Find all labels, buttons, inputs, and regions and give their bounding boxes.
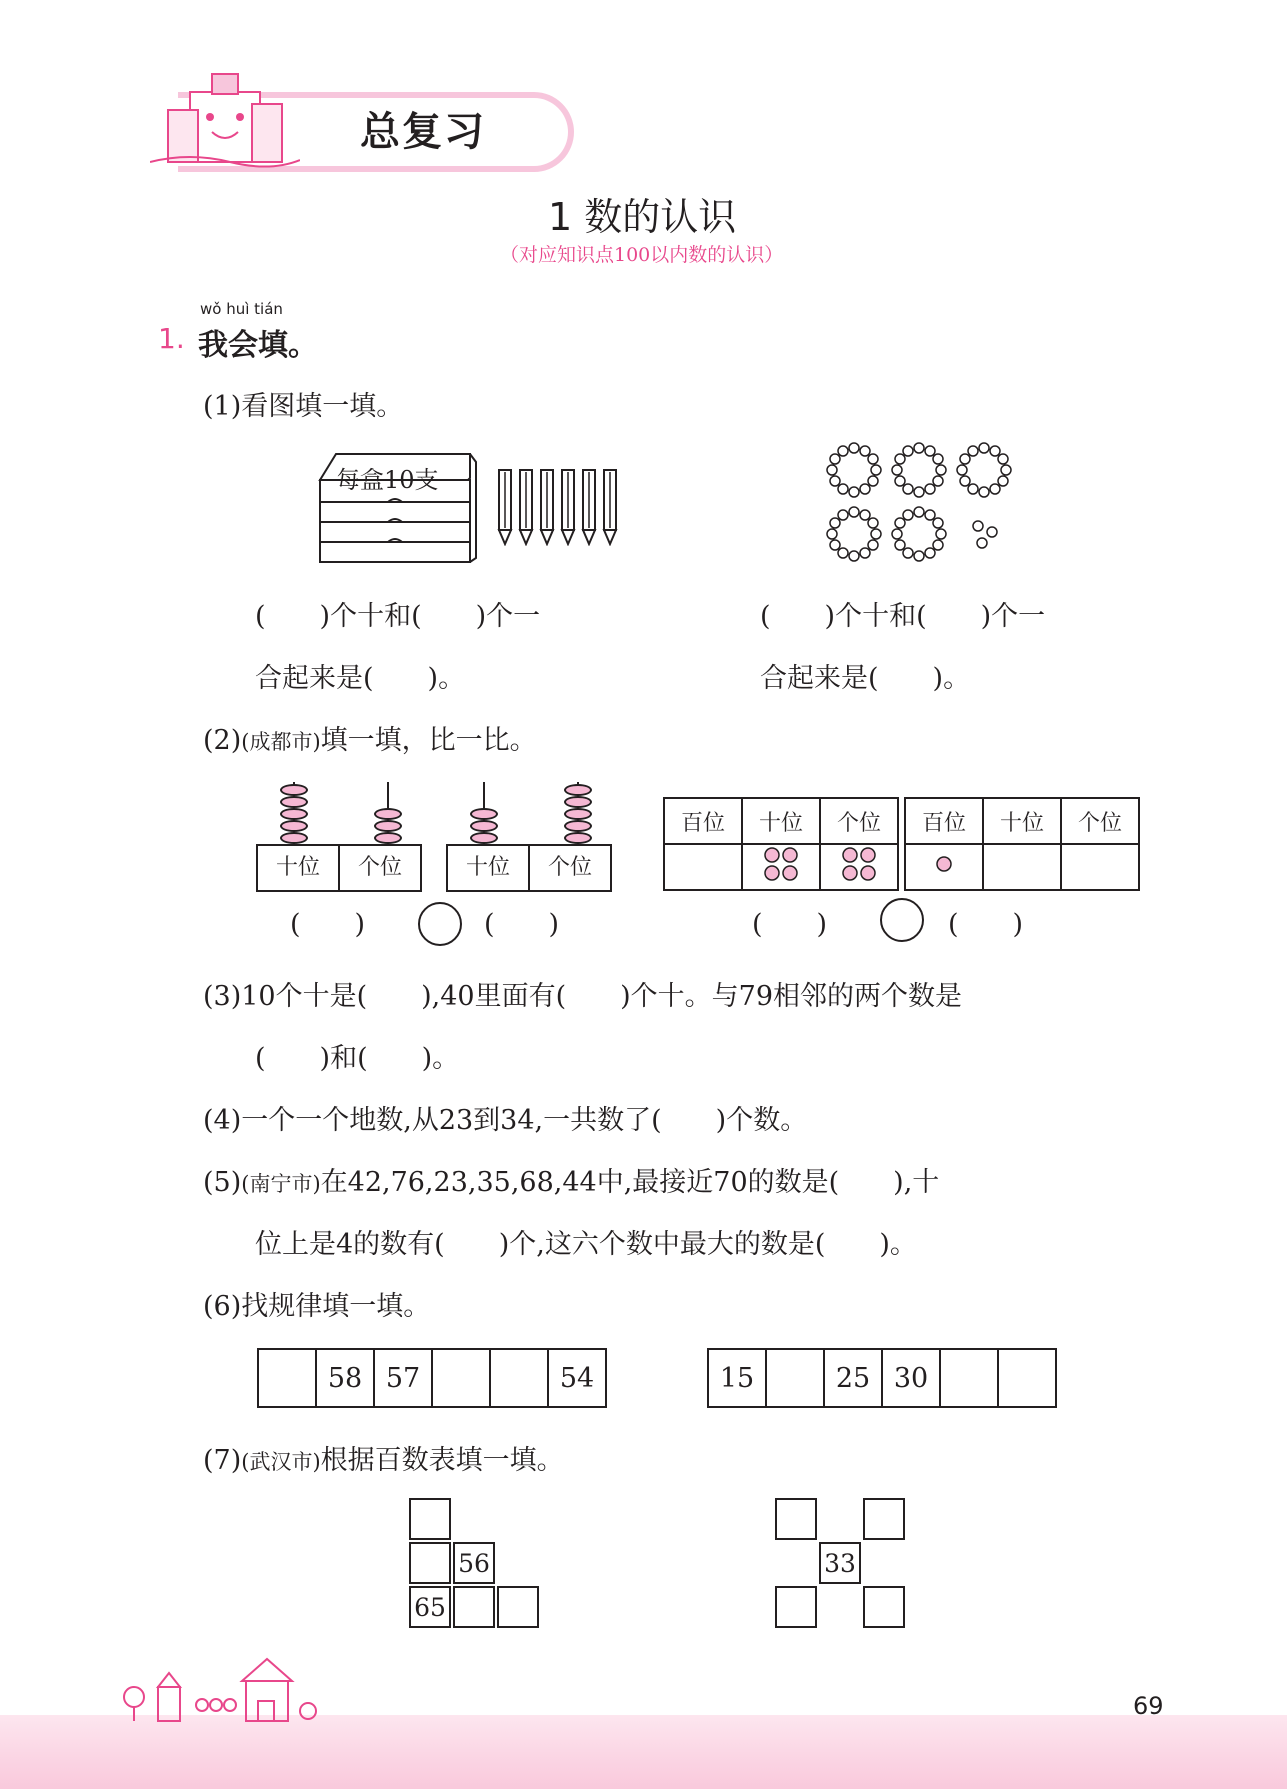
chart-cell: 65: [409, 1586, 451, 1628]
abacus-bead: [470, 820, 498, 832]
chart-cell[interactable]: [863, 1498, 905, 1540]
pencil-box-label: 每盒10支: [336, 466, 439, 494]
chart-cell[interactable]: [775, 1498, 817, 1540]
part2-label: [203, 718, 537, 757]
tens-cell: [742, 844, 820, 890]
chart-cell[interactable]: [497, 1586, 539, 1628]
page-number: 69: [1133, 1692, 1164, 1720]
abacus-bead: [280, 796, 308, 808]
place-value-table-1: [663, 797, 899, 891]
abacus-bead: [280, 784, 308, 796]
chart-cell: 56: [453, 1542, 495, 1584]
compare2-circle[interactable]: [880, 898, 924, 942]
abacus-bead: [374, 808, 402, 820]
sequence-cell: 54: [548, 1349, 606, 1407]
place-value-table-2: [904, 797, 1140, 891]
sequence-cell[interactable]: [998, 1349, 1056, 1407]
hundreds-cell: [905, 844, 983, 890]
part2-text: 填一填，比一比。: [320, 725, 537, 756]
hundreds-header: 百位: [664, 798, 742, 844]
counter-dots-icon: [761, 846, 801, 882]
sequence-cell: 30: [882, 1349, 940, 1407]
counter-dot-icon: [924, 846, 964, 882]
counter-dots-icon: [839, 846, 879, 882]
part1-left-line1: ( )个十和( )个一: [255, 601, 541, 632]
part5-text: 在42,76,23,35,68,44中,最接近70的数是( ),十: [320, 1167, 940, 1198]
part5-prefix: (5): [203, 1167, 242, 1198]
abacus-bead: [374, 820, 402, 832]
abacus-ones-label: 个位: [528, 846, 610, 890]
abacus-bead: [470, 832, 498, 844]
part2-city: (成都市): [241, 730, 321, 754]
part1-left-line2: 合起来是( )。: [255, 663, 466, 694]
section-subtitle: （对应知识点100以内数的认识）: [500, 244, 784, 266]
sequence-cell[interactable]: [766, 1349, 824, 1407]
part1-right-line1: ( )个十和( )个一: [760, 601, 1046, 632]
part7-city: (武汉市): [241, 1450, 321, 1474]
part6-label: (6)找规律填一填。: [203, 1291, 431, 1322]
ones-cell: [1061, 844, 1139, 890]
abacus-bead: [280, 832, 308, 844]
hundreds-cell: [664, 844, 742, 890]
abacus-bead: [470, 808, 498, 820]
part2-prefix: (2): [203, 725, 242, 756]
question-pinyin: wǒ huì tián: [200, 300, 283, 318]
bead-rings-icon: [820, 440, 1020, 570]
part5-line2: 位上是4的数有( )个,这六个数中最大的数是( )。: [255, 1229, 917, 1260]
tens-header: 十位: [983, 798, 1061, 844]
abacus-bead: [280, 808, 308, 820]
section-title: 1 数的认识: [548, 195, 737, 239]
abacus-tens-label: 十位: [465, 855, 510, 880]
pencils-icon: [496, 468, 626, 546]
question-title: 我会填。: [198, 328, 318, 363]
ones-header: 个位: [1061, 798, 1139, 844]
sequence-row-2: [707, 1348, 1057, 1408]
question-number: 1.: [158, 322, 185, 355]
abacus-bead: [564, 820, 592, 832]
footer-band: [0, 1715, 1287, 1789]
sequence-cell[interactable]: [490, 1349, 548, 1407]
sequence-cell: 57: [374, 1349, 432, 1407]
part3-line1: (3)10个十是( ),40里面有( )个十。与79相邻的两个数是: [203, 981, 963, 1012]
sequence-cell[interactable]: [940, 1349, 998, 1407]
sequence-row-1: [257, 1348, 607, 1408]
chart-cell[interactable]: [775, 1586, 817, 1628]
sequence-cell[interactable]: [258, 1349, 316, 1407]
part5-line1: [203, 1160, 939, 1199]
chart-cell[interactable]: [409, 1498, 451, 1540]
sequence-cell: 15: [708, 1349, 766, 1407]
abacus-bead: [564, 808, 592, 820]
part3-line2: ( )和( )。: [255, 1043, 460, 1074]
footer-town-illustration-icon: [118, 1645, 418, 1725]
building-illustration-icon: [150, 62, 300, 172]
abacus-tens-label: 十位: [275, 855, 320, 880]
compare1-blank-right: ( ): [484, 909, 560, 940]
compare1-circle[interactable]: [418, 902, 462, 946]
abacus-bead: [280, 820, 308, 832]
abacus-bead: [564, 796, 592, 808]
chart-cell[interactable]: [863, 1586, 905, 1628]
hundreds-header: 百位: [905, 798, 983, 844]
sequence-cell: 25: [824, 1349, 882, 1407]
banner-title: 总复习: [360, 109, 486, 155]
ones-header: 个位: [820, 798, 898, 844]
sequence-cell[interactable]: [432, 1349, 490, 1407]
part7-text: 根据百数表填一填。: [320, 1445, 564, 1476]
part1-label: (1)看图填一填。: [203, 391, 404, 422]
part5-city: (南宁市): [241, 1172, 321, 1196]
ones-cell: [820, 844, 898, 890]
abacus1-base: [256, 844, 422, 892]
compare1-blank-left: ( ): [290, 909, 366, 940]
abacus2-base: [446, 844, 612, 892]
part4-line1: (4)一个一个地数,从23到34,一共数了( )个数。: [203, 1105, 808, 1136]
chart-cell[interactable]: [409, 1542, 451, 1584]
abacus-bead: [374, 832, 402, 844]
chart-cell: 33: [819, 1542, 861, 1584]
tens-header: 十位: [742, 798, 820, 844]
sequence-cell: 58: [316, 1349, 374, 1407]
part7-prefix: (7): [203, 1445, 242, 1476]
compare2-blank-left: ( ): [752, 909, 828, 940]
abacus-ones-label: 个位: [338, 846, 420, 890]
part7-label: [203, 1438, 564, 1477]
tens-cell: [983, 844, 1061, 890]
abacus-bead: [564, 832, 592, 844]
part1-right-line2: 合起来是( )。: [760, 663, 971, 694]
compare2-blank-right: ( ): [948, 909, 1024, 940]
abacus-bead: [564, 784, 592, 796]
chart-cell[interactable]: [453, 1586, 495, 1628]
